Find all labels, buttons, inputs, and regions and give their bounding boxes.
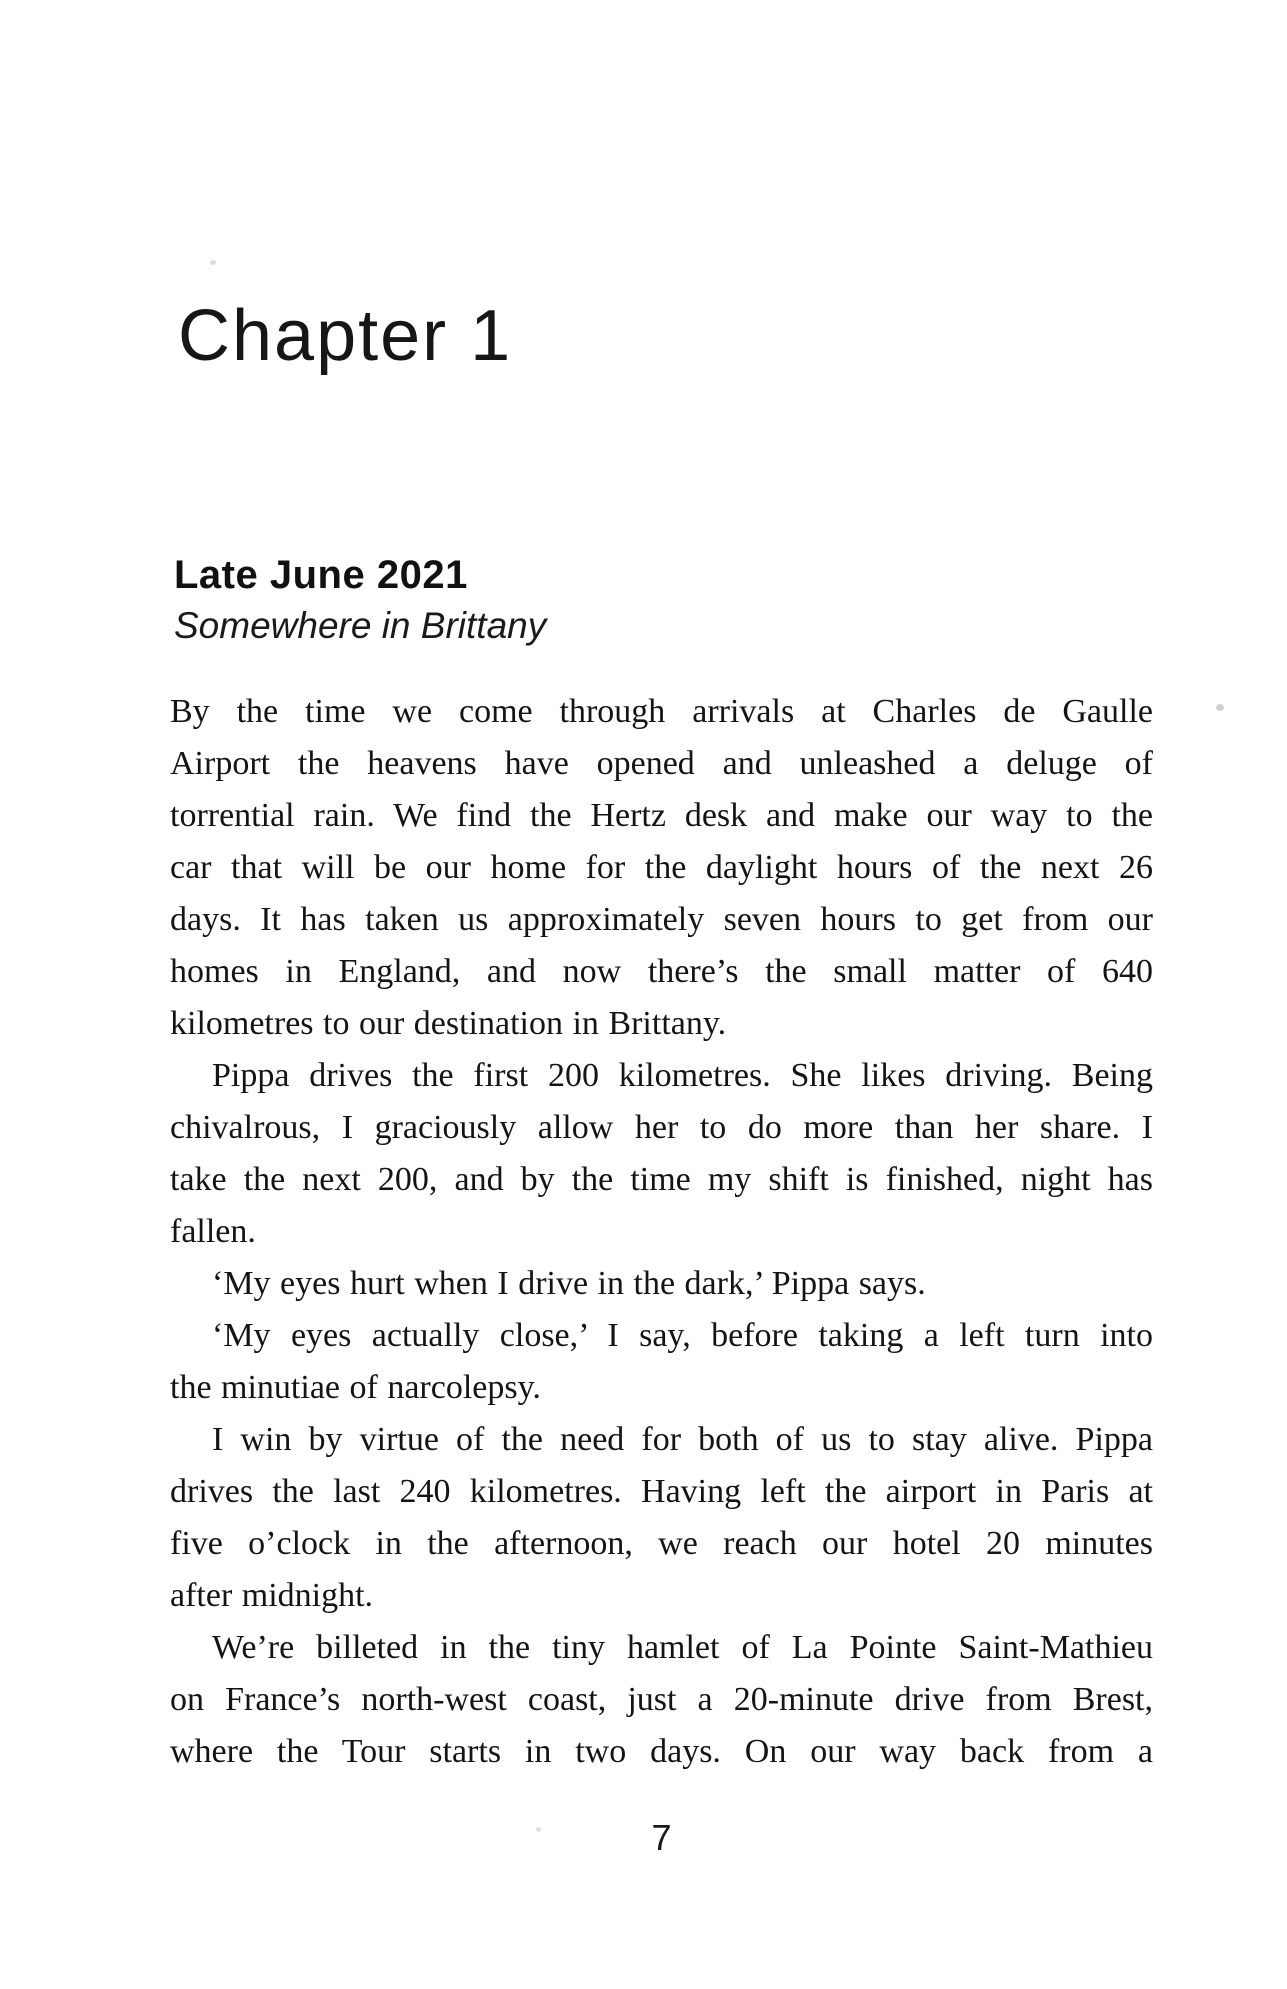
chapter-heading: Chapter 1 (178, 296, 513, 376)
body-line: the minutiae of narcolepsy. (170, 1369, 541, 1406)
body-line: I win by virtue of the need for both of us to stay alive. Pippa (212, 1421, 1153, 1458)
scan-speck (1216, 704, 1224, 711)
body-line: after midnight. (170, 1577, 374, 1614)
paragraph (170, 686, 1153, 1050)
body-line: chivalrous, I graciously allow her to do more than her share. I (170, 1109, 1153, 1146)
section-date-heading: Late June 2021 (174, 553, 468, 597)
body-line: drives the last 240 kilometres. Having left the airport in Paris at (170, 1473, 1153, 1510)
body-line: ‘My eyes hurt when I drive in the dark,’ Pippa says. (212, 1265, 926, 1302)
body-line: torrential rain. We find the Hertz desk and make our way to the (170, 797, 1153, 834)
body-line: where the Tour starts in two days. On our way back from a (170, 1733, 1153, 1770)
scan-speck (210, 260, 216, 265)
section-location-heading: Somewhere in Brittany (174, 605, 547, 646)
body-line: take the next 200, and by the time my shift is finished, night has (170, 1161, 1153, 1198)
body-line: fallen. (170, 1213, 256, 1250)
paragraph (170, 1622, 1153, 1778)
paragraph (170, 1310, 1153, 1414)
body-line: ‘My eyes actually close,’ I say, before taking a left turn into (212, 1317, 1153, 1354)
body-line: days. It has taken us approximately seven hours to get from our (170, 901, 1153, 938)
paragraph (170, 1050, 1153, 1258)
body-line: Airport the heavens have opened and unleashed a deluge of (170, 745, 1153, 782)
body-text (170, 686, 1153, 1778)
body-line: car that will be our home for the daylight hours of the next 26 (170, 849, 1153, 886)
body-line: on France’s north-west coast, just a 20-minute drive from Brest, (170, 1681, 1153, 1718)
page-number: 7 (651, 1817, 672, 1858)
paragraph (170, 1414, 1153, 1622)
body-line: Pippa drives the first 200 kilometres. She likes driving. Being (212, 1057, 1153, 1094)
body-line: homes in England, and now there’s the small matter of 640 (170, 953, 1153, 990)
body-line: By the time we come through arrivals at Charles de Gaulle (170, 693, 1153, 730)
body-line: We’re billeted in the tiny hamlet of La Pointe Saint-Mathieu (212, 1629, 1153, 1666)
paragraph (170, 1258, 1153, 1310)
body-line: five o’clock in the afternoon, we reach our hotel 20 minutes (170, 1525, 1153, 1562)
body-line: kilometres to our destination in Brittany. (170, 1005, 727, 1042)
